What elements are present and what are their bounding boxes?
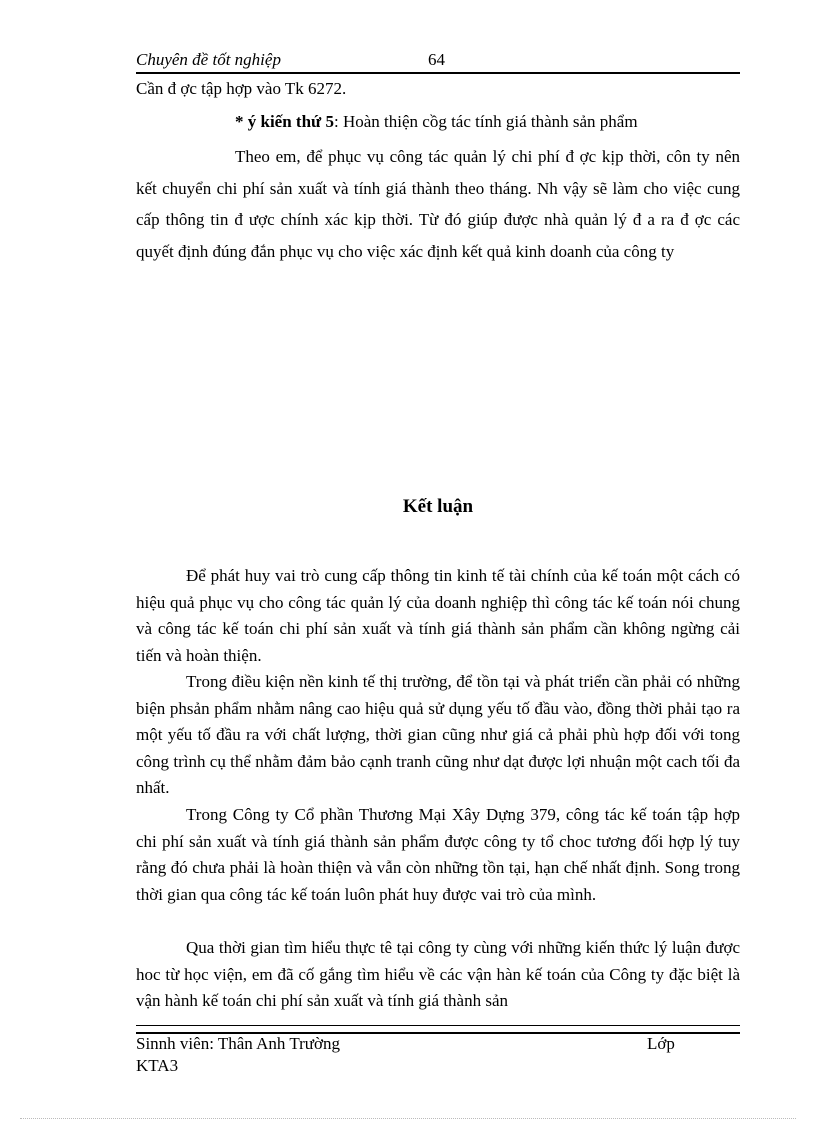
conclusion-paragraph-2: Trong điều kiện nền kinh tế thị trường, để tồn tại và phát triển cần phải có những biện phsản phẩm nhằm nâng cao hiệu quả sử dụng yếu tố đầu vào, đồng thời phải tạo ra một yếu tố đầu ra với chất lượng, thời gian cũng như giá cả phải phù hợp đối với tong công trình cụ thể nhằm đảm bảo cạnh tranh cũng như dạt được lợi nhuận một cach tối đa nhất. [136,672,740,797]
idea-label: * ý kiến thứ 5 [235,112,334,131]
student-name: Sinnh viên: Thân Anh Trường [136,1034,340,1053]
bottom-dotted-line [20,1118,796,1119]
page-number: 64 [428,50,445,69]
page-header [136,48,740,74]
conclusion-paragraph-4: Qua thời gian tìm hiểu thực tê tại công ty cùng với những kiến thức lý luận được hoc từ học viện, em đã cố gắng tìm hiểu về các vận hàn kế toán của Công ty đặc biệt là vận hành kế toán chi phí sản xuất và tính giá thành sản [136,938,740,1010]
conclusion-heading: Kết luận [402,496,474,517]
intro-paragraph: Theo em, để phục vụ công tác quản lý chi phí đ ợc kịp thời, côn ty nên kết chuyển chi phí sản xuất và tính giá thành theo tháng. Nh vậy sẽ làm cho việc cung cấp thông tin đ ược chính xác kịp thời. Từ đó giúp được nhà quản lý đ a ra đ ợc các quyết định đúng đắn phục vụ cho việc xác định kết quả kinh doanh của công ty [136,147,740,261]
conclusion-paragraph-1: Để phát huy vai trò cung cấp thông tin kinh tế tài chính của kế toán một cách có hiệu quả phục vụ cho công tác quản lý của doanh nghiệp thì công tác kế toán nói chung và công tác kế toán chi phí sản xuất và tính giá thành sản phẩm cần không ngừng cải tiến và hoàn thiện. [136,566,740,665]
conclusion-paragraph-3: Trong Công ty Cổ phần Thương Mại Xây Dựng 379, công tác kế toán tập hợp chi phí sản xuất và tính giá thành sản phẩm được công ty tổ choc tương đối hợp lý tuy rằng đó chưa phải là hoàn thiện và vẫn còn những tồn tại, hạn chế nhất định. Song trong thời gian qua công tác kế toán luôn phát huy được vai trò của mình. [136,805,740,904]
idea-text: : Hoàn thiện cồg tác tính giá thành sản phẩm [334,112,638,131]
intro-line: Cần đ ợc tập hợp vào Tk 6272. [136,79,347,98]
document-title: Chuyên đề tốt nghiệp [136,50,281,69]
class-value: KTA3 [136,1056,179,1075]
idea-heading [136,109,740,135]
class-label: Lớp [647,1034,675,1053]
